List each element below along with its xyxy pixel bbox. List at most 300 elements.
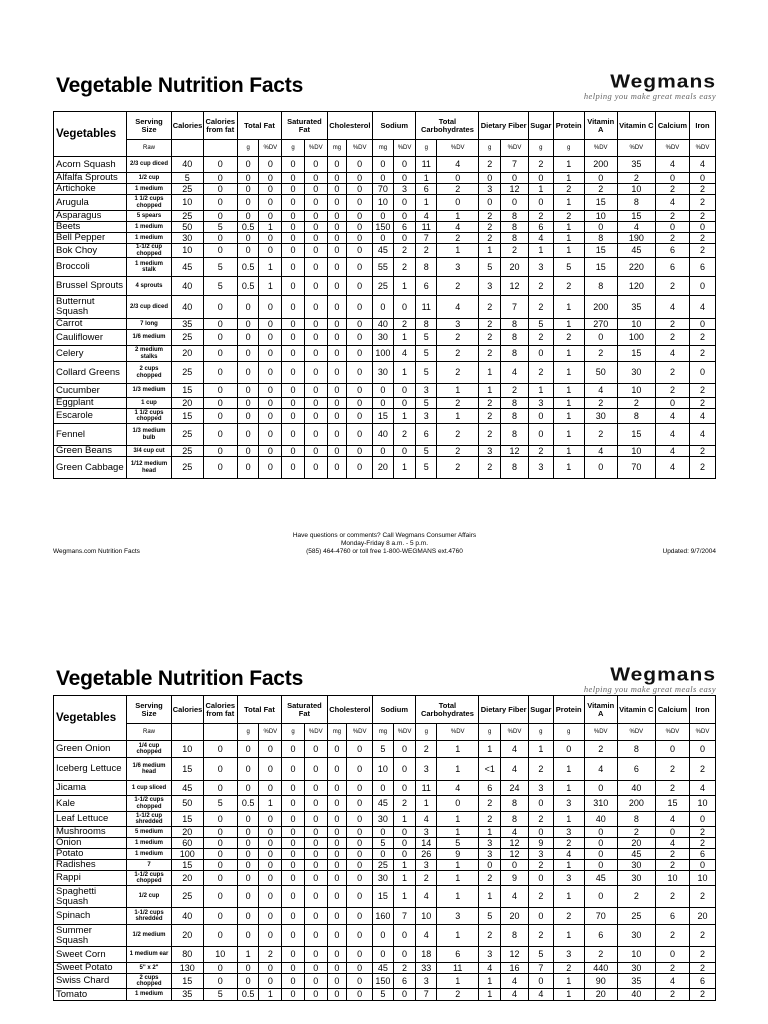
table-cell: 1	[479, 827, 501, 838]
table-cell: 7	[416, 233, 437, 244]
table-cell: 0	[282, 384, 305, 398]
table-cell: 1	[393, 330, 416, 346]
table-cell: 6	[655, 908, 689, 925]
table-cell: 0	[282, 908, 305, 925]
table-cell: 1	[553, 446, 584, 457]
table-cell: 0	[327, 409, 347, 424]
table-cell: 0	[528, 195, 553, 211]
table-cell: 0	[347, 947, 373, 963]
table-cell: 1	[259, 796, 282, 812]
table-cell: 15	[171, 384, 203, 398]
table-cell: 6	[393, 974, 416, 989]
table-cell: 15	[373, 886, 394, 908]
table-cell: 4	[501, 362, 529, 384]
table-cell: 0	[347, 796, 373, 812]
table-cell: 8	[416, 258, 437, 277]
table-cell: 6	[690, 974, 716, 989]
table-cell: 8	[501, 211, 529, 222]
table-cell: 3	[479, 838, 501, 849]
table-cell: 0	[347, 827, 373, 838]
serving-size: 5 spears	[127, 211, 171, 222]
table-cell: 70	[584, 908, 617, 925]
table-cell: 7	[501, 157, 529, 173]
table-row	[54, 908, 716, 925]
table-cell: 6	[617, 758, 655, 781]
table-cell: 1	[479, 974, 501, 989]
table-cell: 0	[282, 947, 305, 963]
table-row	[54, 741, 716, 758]
table-cell: 0	[327, 346, 347, 362]
table-cell: 0	[373, 211, 394, 222]
table-row	[54, 409, 716, 424]
header-calcium: Calcium	[655, 696, 689, 724]
table-cell: 0	[393, 173, 416, 184]
table-cell: 0	[373, 157, 394, 173]
table-cell: 4	[528, 989, 553, 1001]
table-cell: 18	[416, 947, 437, 963]
table-cell: 2	[690, 925, 716, 947]
table-cell: 0	[327, 319, 347, 330]
table-cell: 0	[203, 244, 237, 258]
table-cell: 0	[327, 812, 347, 827]
table-cell: 0	[304, 277, 327, 296]
table-cell: 0	[553, 741, 584, 758]
vegetable-name: Spaghetti Squash	[54, 886, 127, 908]
header-sugar: Sugar	[528, 112, 553, 140]
table-cell: 190	[617, 233, 655, 244]
table-cell: 0	[237, 346, 259, 362]
table-cell: 6	[416, 184, 437, 195]
table-cell: 0	[327, 758, 347, 781]
table-cell: 0	[237, 908, 259, 925]
table-cell: 100	[171, 849, 203, 860]
table-cell: 0	[373, 233, 394, 244]
table-cell: 0	[501, 860, 529, 871]
table-cell: 1	[416, 195, 437, 211]
table-cell: 5	[416, 398, 437, 409]
table-cell: 3	[553, 796, 584, 812]
table-cell: 8	[501, 409, 529, 424]
table-cell: 2	[690, 398, 716, 409]
table-cell: 160	[373, 908, 394, 925]
table-cell: 0	[304, 173, 327, 184]
table-cell: 0	[327, 233, 347, 244]
table-cell: 4	[501, 886, 529, 908]
table-cell: 3	[553, 871, 584, 886]
table-cell: 1	[437, 741, 479, 758]
vegetable-name: Escarole	[54, 409, 127, 424]
table-cell: 45	[617, 244, 655, 258]
table-cell: 0	[203, 362, 237, 384]
table-cell: 2	[655, 860, 689, 871]
table-cell: 10	[617, 319, 655, 330]
table-cell: 3	[416, 758, 437, 781]
table-cell: 3	[479, 277, 501, 296]
table-cell: 3	[528, 849, 553, 860]
table-cell: 2	[655, 849, 689, 860]
unit-cell: %DV	[437, 724, 479, 741]
table-cell: 2	[655, 319, 689, 330]
table-cell: 2	[553, 277, 584, 296]
table-cell: 0	[393, 195, 416, 211]
table-cell: 1	[553, 989, 584, 1001]
table-cell: 0	[304, 398, 327, 409]
table-cell: 0	[327, 157, 347, 173]
table-cell: 0	[373, 296, 394, 319]
table-row	[54, 871, 716, 886]
vegetable-name: Alfalfa Sprouts	[54, 173, 127, 184]
table-cell: 2	[393, 424, 416, 446]
vegetable-name: Onion	[54, 838, 127, 849]
table-cell: 2	[655, 989, 689, 1001]
table-cell: 35	[617, 296, 655, 319]
header-row	[54, 112, 716, 140]
table-row	[54, 296, 716, 319]
table-cell: 0	[327, 222, 347, 233]
table-cell: 0	[655, 741, 689, 758]
table-cell: 0	[304, 457, 327, 479]
table-cell: 0	[393, 925, 416, 947]
table-cell: 0	[327, 244, 347, 258]
table-cell: 0	[259, 827, 282, 838]
table-cell: 4	[528, 233, 553, 244]
table-cell: 0	[203, 925, 237, 947]
table-cell: 2	[690, 446, 716, 457]
table-cell: 0	[237, 296, 259, 319]
table-cell: 0	[304, 384, 327, 398]
table-cell: 4	[655, 157, 689, 173]
unit-cell: g	[553, 724, 584, 741]
table-cell: 8	[416, 319, 437, 330]
table-cell: 2	[528, 362, 553, 384]
table-cell: 220	[617, 258, 655, 277]
table-cell: 0	[347, 908, 373, 925]
table-cell: 0	[282, 781, 305, 796]
table-cell: 1	[553, 781, 584, 796]
unit-cell: %DV	[617, 724, 655, 741]
table-row	[54, 974, 716, 989]
table-cell: 20	[690, 908, 716, 925]
table-cell: 0	[347, 157, 373, 173]
table-cell: 0	[259, 211, 282, 222]
vegetable-name: Acorn Squash	[54, 157, 127, 173]
table-cell: 15	[171, 758, 203, 781]
table-cell: 20	[171, 398, 203, 409]
table-cell: 2	[617, 173, 655, 184]
table-cell: 0	[259, 424, 282, 446]
table-cell: 6	[479, 781, 501, 796]
table-cell: 2	[655, 384, 689, 398]
table-cell: 5	[203, 989, 237, 1001]
header-cholesterol: Cholesterol	[327, 696, 372, 724]
vegetable-name: Broccoli	[54, 258, 127, 277]
brand-tagline: helping you make great meals easy	[583, 91, 716, 101]
table-cell: 90	[584, 974, 617, 989]
table-cell: 0	[347, 409, 373, 424]
table-cell: 0	[237, 330, 259, 346]
table-cell: 0	[259, 446, 282, 457]
serving-size: 1 cup sliced	[127, 781, 171, 796]
table-cell: 0	[327, 446, 347, 457]
table-cell: 2	[584, 424, 617, 446]
table-cell: 0	[259, 781, 282, 796]
header-sugar: Sugar	[528, 696, 553, 724]
serving-size: 2 cups chopped	[127, 974, 171, 989]
updated-date: Updated: 9/7/2004	[662, 548, 716, 555]
table-cell: 0	[282, 849, 305, 860]
table-cell: 3	[437, 258, 479, 277]
table-cell: 0	[282, 244, 305, 258]
table-cell: 2	[528, 812, 553, 827]
table-cell: 1	[553, 233, 584, 244]
table-cell: 2	[584, 346, 617, 362]
table-row	[54, 446, 716, 457]
table-cell: 35	[617, 157, 655, 173]
table-cell: 16	[501, 963, 529, 974]
table-cell: 2	[690, 838, 716, 849]
unit-cell	[171, 724, 203, 741]
footer-site-label: Wegmans.com Nutrition Facts	[53, 548, 140, 555]
table-cell: 10	[171, 741, 203, 758]
table-cell: 0	[327, 384, 347, 398]
table-cell: 0	[203, 173, 237, 184]
table-cell: 26	[416, 849, 437, 860]
table-cell: 0	[282, 296, 305, 319]
table-cell: 0	[237, 233, 259, 244]
table-cell: 0	[203, 860, 237, 871]
table-cell: 1	[553, 886, 584, 908]
table-cell: 100	[373, 346, 394, 362]
table-cell: 10	[203, 947, 237, 963]
table-cell: 2	[584, 184, 617, 195]
table-cell: 0	[347, 781, 373, 796]
table-cell: 25	[373, 277, 394, 296]
table-cell: 35	[171, 319, 203, 330]
table-cell: 40	[373, 424, 394, 446]
table-cell: 4	[655, 409, 689, 424]
serving-size: 1 medium	[127, 184, 171, 195]
table-cell: 2	[479, 346, 501, 362]
table-cell: 1	[479, 384, 501, 398]
table-cell: 6	[416, 424, 437, 446]
table-cell: 0	[373, 384, 394, 398]
table-cell: 1	[553, 860, 584, 871]
table-cell: 0	[282, 277, 305, 296]
table-cell: 3	[479, 184, 501, 195]
table-cell: 2	[690, 211, 716, 222]
table-cell: 3	[416, 384, 437, 398]
table-cell: 40	[171, 277, 203, 296]
vegetable-name: Arugula	[54, 195, 127, 211]
serving-size: 1-1/2 cups shredded	[127, 908, 171, 925]
table-cell: 2	[479, 330, 501, 346]
table-cell: 0	[655, 398, 689, 409]
table-cell: 5	[416, 457, 437, 479]
table-cell: 80	[171, 947, 203, 963]
table-cell: 2	[528, 211, 553, 222]
table-cell: 4	[501, 827, 529, 838]
vegetable-name: Collard Greens	[54, 362, 127, 384]
table-cell: 0	[237, 319, 259, 330]
table-cell: 0.5	[237, 796, 259, 812]
unit-cell: g	[528, 140, 553, 157]
header-fiber: Dietary Fiber	[479, 696, 529, 724]
header-serving: Serving Size	[127, 112, 171, 140]
header-cholesterol: Cholesterol	[327, 112, 372, 140]
table-cell: 12	[501, 849, 529, 860]
table-cell: 0	[327, 947, 347, 963]
table-cell: 5	[203, 796, 237, 812]
table-cell: 7	[528, 963, 553, 974]
table-cell: 0	[304, 222, 327, 233]
table-cell: 0	[479, 195, 501, 211]
table-cell: 0	[203, 758, 237, 781]
table-cell: 2	[617, 886, 655, 908]
table-cell: 0	[327, 184, 347, 195]
table-cell: 0	[304, 796, 327, 812]
table-cell: 2	[437, 277, 479, 296]
table-cell: 0	[528, 871, 553, 886]
table-cell: 0	[203, 319, 237, 330]
table-cell: 0	[347, 849, 373, 860]
table-cell: 0	[347, 195, 373, 211]
table-cell: 0	[304, 258, 327, 277]
unit-cell: %DV	[304, 140, 327, 157]
table-cell: 1	[437, 925, 479, 947]
table-cell: 0	[282, 963, 305, 974]
table-cell: 0	[237, 781, 259, 796]
table-cell: 2	[479, 409, 501, 424]
table-cell: 4	[584, 446, 617, 457]
table-cell: 9	[528, 838, 553, 849]
table-cell: 200	[584, 296, 617, 319]
table-cell: 0	[282, 860, 305, 871]
unit-cell: mg	[327, 724, 347, 741]
table-cell: 0	[584, 849, 617, 860]
table-cell: 0	[237, 398, 259, 409]
table-cell: 15	[584, 244, 617, 258]
table-cell: 2	[479, 157, 501, 173]
table-cell: 2	[690, 330, 716, 346]
table-cell: 70	[373, 184, 394, 195]
table-cell: 20	[171, 871, 203, 886]
table-cell: 0	[282, 157, 305, 173]
unit-cell: %DV	[501, 140, 529, 157]
table-cell: 2	[479, 233, 501, 244]
table-cell: 0	[282, 446, 305, 457]
serving-size: 5" x 2"	[127, 963, 171, 974]
table-cell: 0	[237, 244, 259, 258]
table-cell: 2	[479, 796, 501, 812]
table-cell: 2	[553, 838, 584, 849]
table-cell: 20	[617, 838, 655, 849]
table-row	[54, 796, 716, 812]
table-cell: 4	[501, 989, 529, 1001]
table-cell: 4	[416, 812, 437, 827]
table-cell: 1	[416, 796, 437, 812]
table-cell: 0	[347, 233, 373, 244]
table-cell: 5	[416, 446, 437, 457]
table-cell: 8	[501, 222, 529, 233]
unit-cell: g	[282, 140, 305, 157]
serving-size: 1 medium	[127, 838, 171, 849]
table-cell: 1	[553, 812, 584, 827]
table-cell: 0	[282, 989, 305, 1001]
vegetable-name: Mushrooms	[54, 827, 127, 838]
table-cell: 8	[501, 346, 529, 362]
table-cell: 0	[282, 222, 305, 233]
table-cell: 9	[437, 849, 479, 860]
unit-cell: %DV	[437, 140, 479, 157]
serving-size: 1/2 cup	[127, 173, 171, 184]
table-cell: 0	[259, 319, 282, 330]
table-cell: 0	[259, 409, 282, 424]
table-cell: 0	[437, 796, 479, 812]
table-cell: 8	[501, 457, 529, 479]
table-cell: 0	[304, 989, 327, 1001]
table-cell: 15	[655, 796, 689, 812]
table-cell: 0	[327, 989, 347, 1001]
nutrition-table	[53, 695, 716, 1001]
table-cell: 0	[304, 849, 327, 860]
serving-size: 1/4 cup chopped	[127, 741, 171, 758]
unit-cell	[203, 140, 237, 157]
unit-cell: g	[479, 140, 501, 157]
table-cell: 0	[690, 222, 716, 233]
table-cell: 2	[528, 296, 553, 319]
vegetable-name: Bell Pepper	[54, 233, 127, 244]
table-cell: 100	[617, 330, 655, 346]
header-vit-a: Vitamin A	[584, 112, 617, 140]
unit-cell: %DV	[655, 724, 689, 741]
table-cell: 0	[203, 741, 237, 758]
table-cell: 0	[347, 741, 373, 758]
table-cell: 4	[437, 157, 479, 173]
vegetable-name: Green Onion	[54, 741, 127, 758]
table-cell: 15	[617, 346, 655, 362]
table-cell: 60	[171, 838, 203, 849]
table-cell: 0	[259, 296, 282, 319]
table-cell: 1	[437, 860, 479, 871]
table-cell: 0	[690, 860, 716, 871]
table-row	[54, 925, 716, 947]
table-row	[54, 258, 716, 277]
table-row	[54, 184, 716, 195]
table-cell: 0	[259, 195, 282, 211]
serving-size: 1-1/2 cup chopped	[127, 244, 171, 258]
table-cell: 2	[479, 296, 501, 319]
header-total-fat: Total Fat	[237, 696, 281, 724]
table-cell: 30	[584, 409, 617, 424]
table-cell: 30	[373, 871, 394, 886]
header-cal-fat: Calories from fat	[203, 696, 237, 724]
serving-size: 1 medium	[127, 849, 171, 860]
table-cell: 2	[437, 330, 479, 346]
table-cell: 0	[203, 827, 237, 838]
table-cell: 0	[304, 963, 327, 974]
table-cell: 0	[393, 296, 416, 319]
header-calcium: Calcium	[655, 112, 689, 140]
table-cell: 40	[617, 781, 655, 796]
table-cell: 0	[237, 871, 259, 886]
vegetable-name: Green Beans	[54, 446, 127, 457]
table-cell: 1	[553, 409, 584, 424]
table-cell: 1	[437, 827, 479, 838]
table-cell: 2	[528, 446, 553, 457]
table-cell: 0	[437, 173, 479, 184]
table-cell: 2	[690, 886, 716, 908]
header-iron: Iron	[690, 112, 716, 140]
